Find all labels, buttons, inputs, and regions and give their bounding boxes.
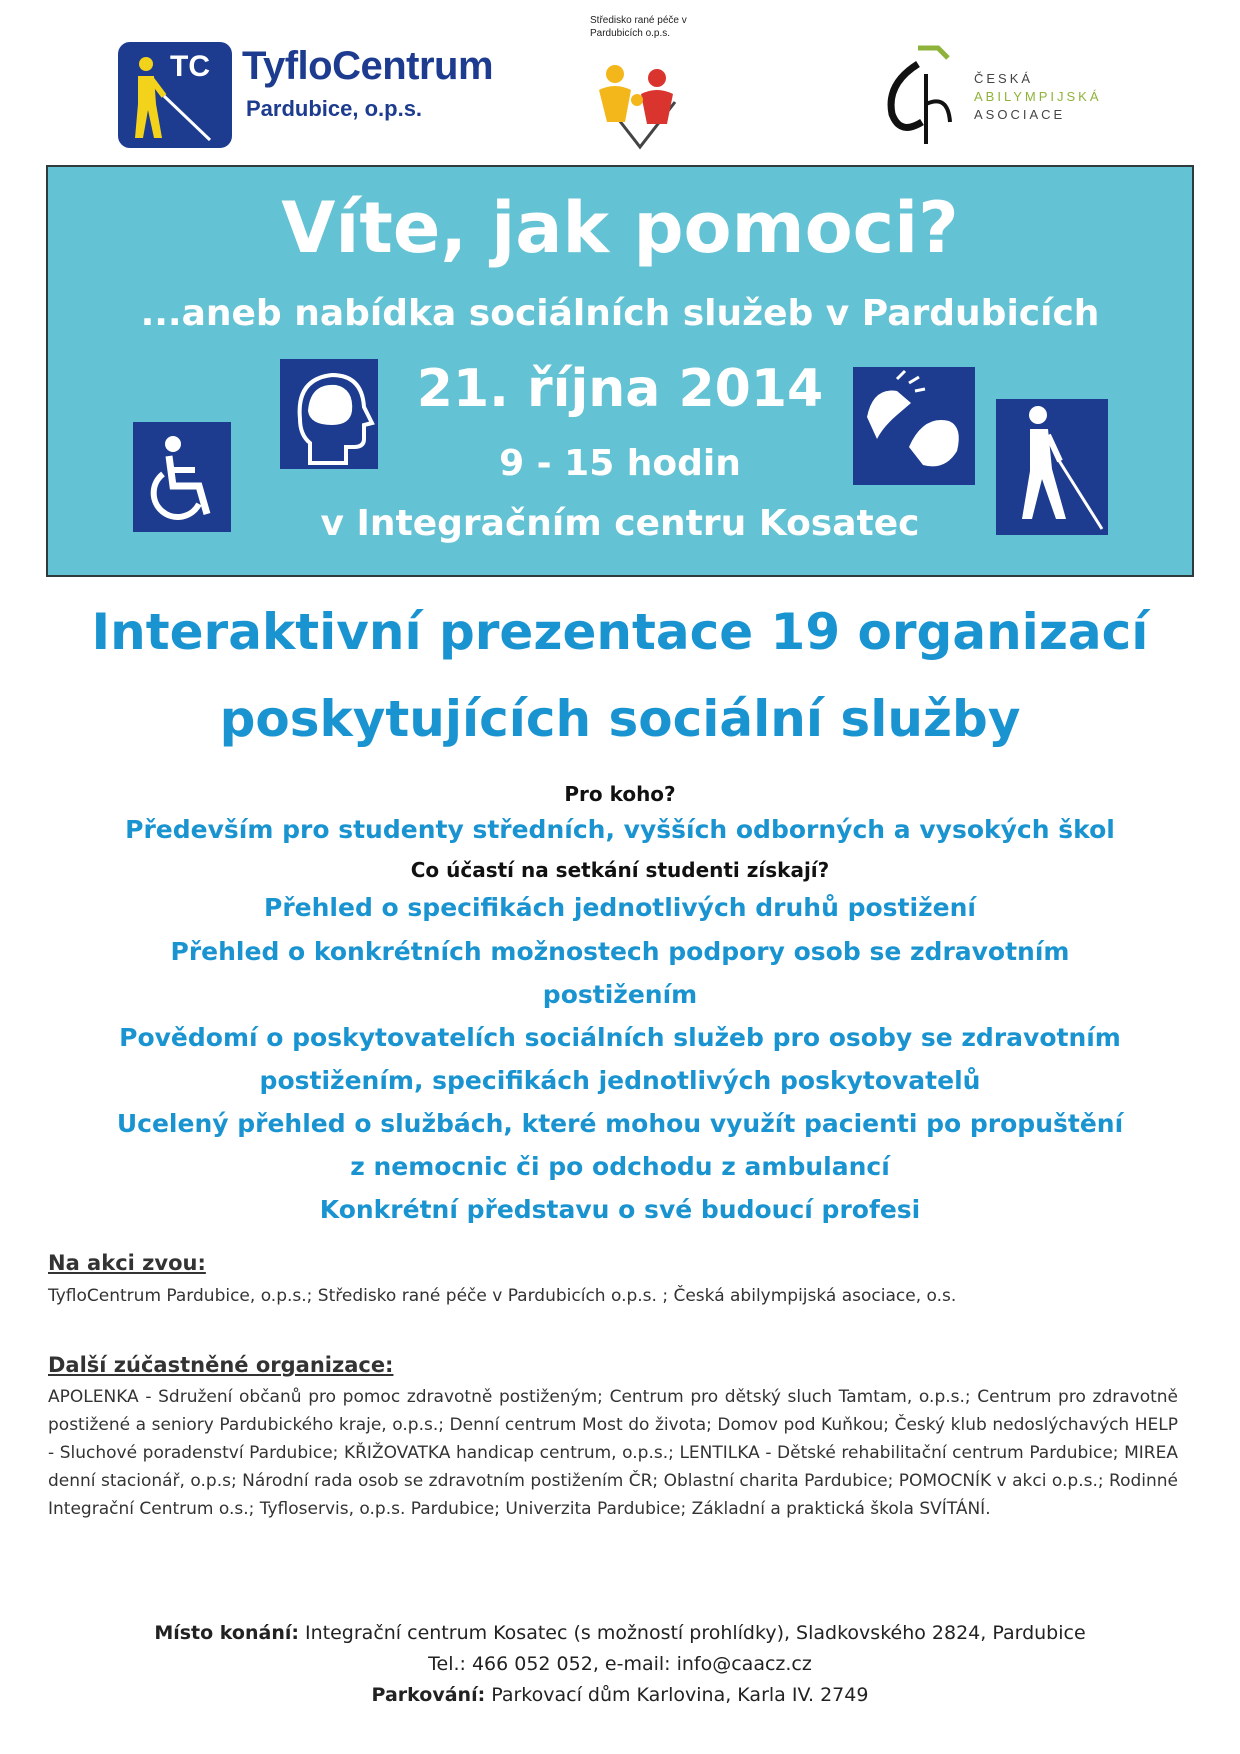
blind-walker-icon xyxy=(996,399,1108,535)
benefit-2b: postižením xyxy=(542,980,698,1009)
benefit-2a: Přehled o konkrétních možnostech podpory osob se zdravotním xyxy=(170,937,1070,966)
tc-name: TyfloCentrum xyxy=(242,44,494,88)
caa-logo xyxy=(878,44,1138,154)
question-benefits: Co účastí na setkání studenti získají? xyxy=(410,858,830,882)
banner-subtitle: ...aneb nabídka sociálních služeb v Pardubicích xyxy=(140,293,1100,334)
tc-badge-text: TC xyxy=(170,50,210,83)
footer-parking xyxy=(0,1684,1240,1706)
banner-hours: 9 - 15 hodin xyxy=(499,443,741,484)
invite-body: TyfloCentrum Pardubice, o.p.s.; Středisko rané péče v Pardubicích o.p.s. ; Česká abilympijská asociace, o.s. xyxy=(48,1286,957,1306)
brain-head-icon xyxy=(280,359,378,469)
caa-line3: ASOCIACE xyxy=(974,107,1066,122)
headline-line2: poskytujících sociální služby xyxy=(219,690,1021,748)
footer-venue-text: Integrační centrum Kosatec (s možností prohlídky), Sladkovského 2824, Pardubice xyxy=(298,1622,1086,1644)
wheelchair-icon xyxy=(133,422,231,532)
footer-parking-text: Parkovací dům Karlovina, Karla IV. 2749 xyxy=(485,1684,869,1706)
tc-badge xyxy=(118,42,232,148)
event-banner xyxy=(46,165,1194,577)
benefit-4a: Ucelený přehled o službách, které mohou využít pacienti po propuštění xyxy=(116,1109,1124,1138)
footer-parking-label: Parkování: xyxy=(371,1684,486,1706)
family-heart-icon xyxy=(585,52,695,152)
headline-line1: Interaktivní prezentace 19 organizací xyxy=(91,603,1149,661)
stredisko-logo xyxy=(585,14,735,154)
others-title: Další zúčastněné organizace: xyxy=(48,1353,394,1377)
tc-city: Pardubice, o.p.s. xyxy=(246,96,423,121)
sign-language-icon xyxy=(853,367,975,485)
caa-logo-text xyxy=(974,70,1102,124)
answer-who: Především pro studenty středních, vyšších odborných a vysokých škol xyxy=(125,815,1115,844)
caa-emblem-icon xyxy=(878,44,968,148)
banner-date: 21. října 2014 xyxy=(416,359,824,419)
caa-line2: ABILYMPIJSKÁ xyxy=(974,89,1102,104)
banner-venue: v Integračním centru Kosatec xyxy=(320,503,920,544)
benefit-3a: Povědomí o poskytovatelích sociálních služeb pro osoby se zdravotním xyxy=(119,1023,1121,1052)
tyflocentrum-logo xyxy=(118,42,518,152)
banner-title: Víte, jak pomoci? xyxy=(281,187,959,269)
question-who: Pro koho? xyxy=(564,782,676,806)
benefit-5: Konkrétní představu o své budoucí profesi xyxy=(319,1195,921,1224)
footer-venue xyxy=(0,1622,1240,1644)
others-body: APOLENKA - Sdružení občanů pro pomoc zdravotně postiženým; Centrum pro dětský sluch Tamtam, o.p.s.; Centrum pro zdravotně postižené a seniory Pardubického kraje, o.p.s.; Denní centrum Most do života; Domov pod Kuňkou; Český klub nedoslýchavých HELP - Sluchové poradenství Pardubice; KŘIŽOVATKA handicap centrum, o.p.s.; LENTILKA - Dětské rehabilitační centrum Pardubice; MIREA denní stacionář, o.p.s; Národní rada osob se zdravotním postižením ČR; Oblastní charita Pardubice; POMOCNÍK v akci o.p.s.; Rodinné Integrační Centrum o.s.; Tyfloservis, o.p.s. Pardubice; Univerzita Pardubice; Základní a praktická škola SVÍTÁNÍ. xyxy=(48,1387,1178,1519)
caa-line1: ČESKÁ xyxy=(974,71,1034,86)
benefit-1: Přehled o specifikách jednotlivých druhů postižení xyxy=(264,893,976,922)
invite-title: Na akci zvou: xyxy=(48,1251,206,1275)
benefit-3b: postižením, specifikách jednotlivých poskytovatelů xyxy=(259,1066,981,1095)
benefit-4b: z nemocnic či po odchodu z ambulancí xyxy=(350,1152,890,1181)
footer-contact: Tel.: 466 052 052, e-mail: info@caacz.cz xyxy=(428,1653,812,1675)
footer-venue-label: Místo konání: xyxy=(154,1622,299,1644)
stredisko-logo-text: Středisko rané péče v Pardubicích o.p.s. xyxy=(590,15,687,39)
